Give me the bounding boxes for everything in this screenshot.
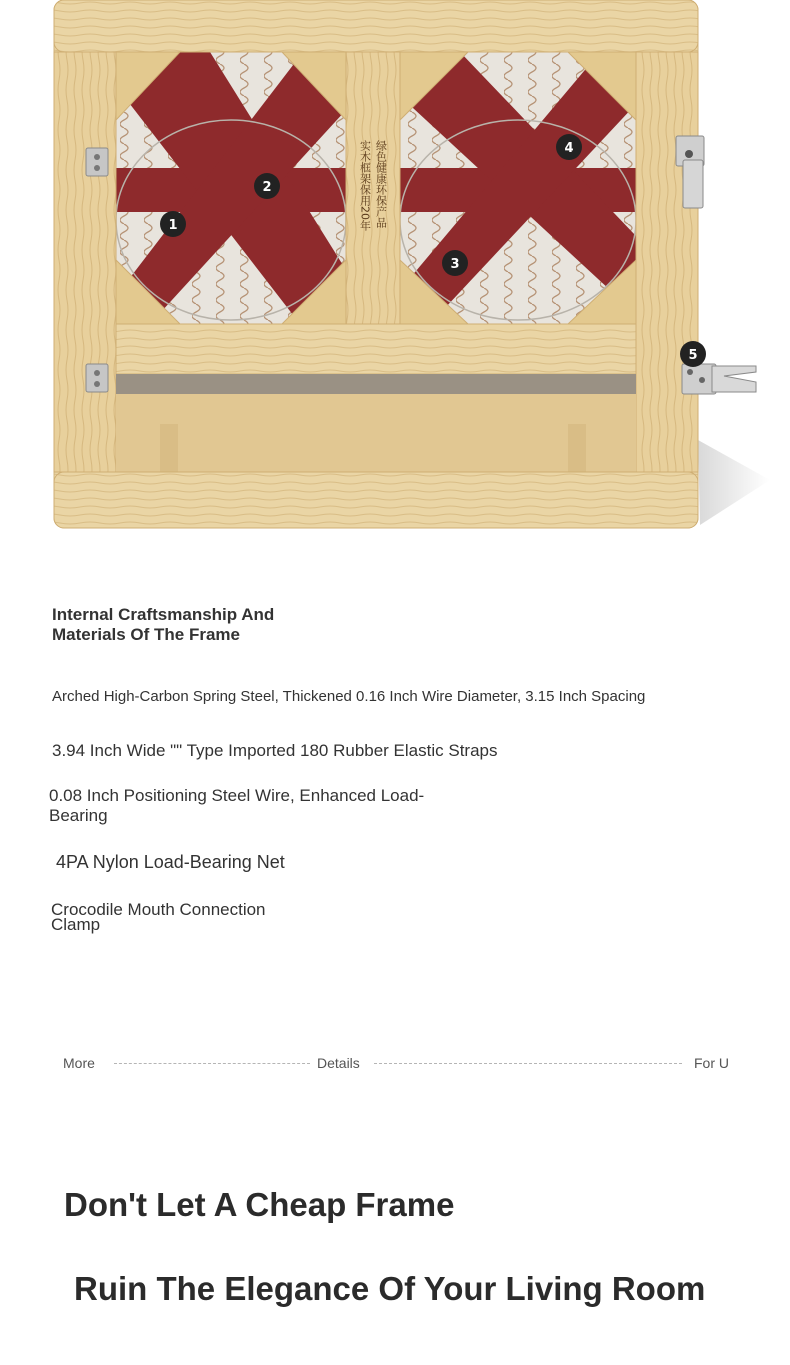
crocodile-clamp (682, 364, 756, 394)
divider-label-right: For U (694, 1055, 729, 1071)
frame-text-right: 实木框架保用20年 (358, 140, 372, 231)
left-bracket-bottom (86, 364, 108, 392)
svg-text:4: 4 (564, 141, 574, 156)
callout-badge-5 (680, 341, 706, 367)
divider-label-left: More (63, 1055, 95, 1071)
callout-badge-3 (442, 250, 468, 276)
divider-label-middle: Details (317, 1055, 360, 1071)
svg-text:5: 5 (688, 348, 698, 363)
spec-steel-wire: 0.08 Inch Positioning Steel Wire, Enhanced Load-Bearing (49, 786, 425, 825)
callout-badge-1 (160, 211, 186, 237)
spec-spring-steel: Arched High-Carbon Spring Steel, Thickened 0.16 Inch Wire Diameter, 3.15 Inch Spacing (52, 688, 646, 705)
spec-elastic-straps: 3.94 Inch Wide "" Type Imported 180 Rubber Elastic Straps (52, 741, 498, 760)
more-details-divider (0, 1052, 790, 1076)
left-bracket-top (86, 148, 108, 176)
frame-text-left: 绿色健康环保产品 (374, 140, 388, 228)
divider-dash-right (374, 1063, 682, 1064)
svg-text:3: 3 (450, 257, 460, 272)
slogan-line-2: Ruin The Elegance Of Your Living Room (74, 1270, 706, 1307)
svg-text:1: 1 (168, 218, 178, 233)
divider-dash-left (114, 1063, 310, 1064)
spec-connection-clamp: Crocodile Mouth Connection Clamp (51, 900, 266, 934)
callout-badge-4 (556, 134, 582, 160)
section-heading: Internal Craftsmanship And Materials Of The Frame (52, 605, 275, 644)
slogan-line-1: Don't Let A Cheap Frame (64, 1186, 455, 1223)
product-image (0, 0, 790, 560)
callout-badge-2 (254, 173, 280, 199)
bed-frame-illustration (0, 0, 790, 560)
spec-nylon-net: 4PA Nylon Load-Bearing Net (56, 852, 285, 872)
svg-text:2: 2 (262, 180, 272, 195)
